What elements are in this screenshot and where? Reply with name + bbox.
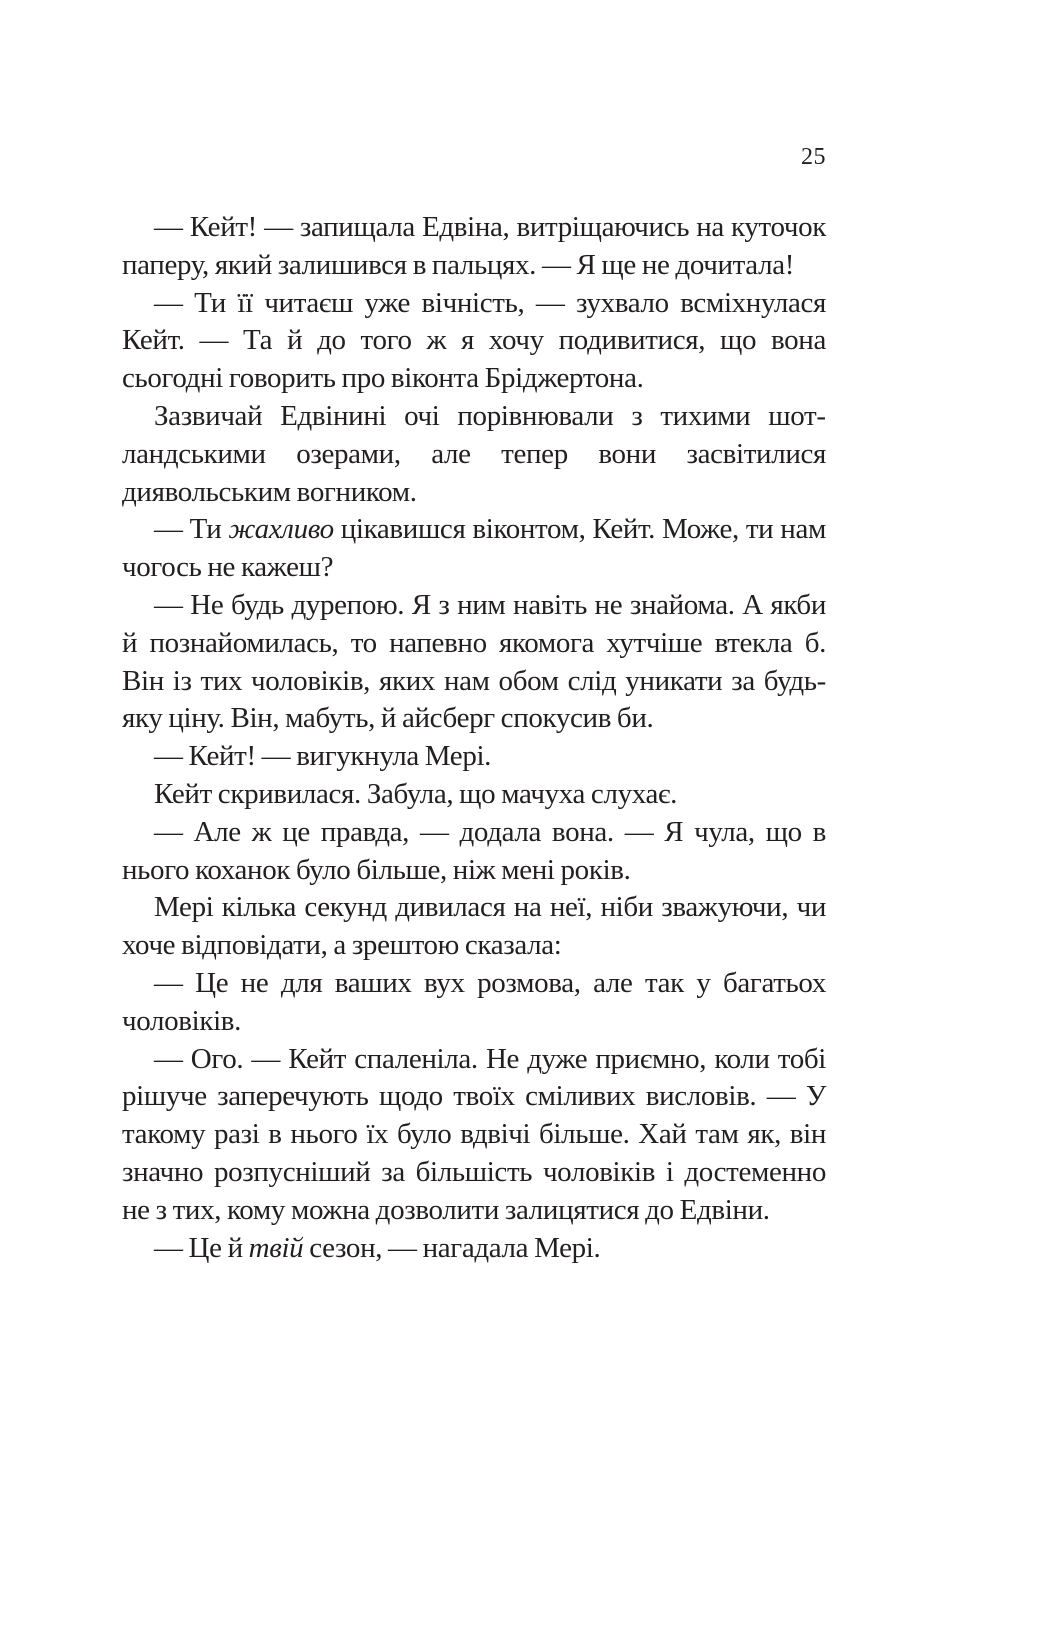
paragraph-6: — Кейт! — вигукнула Мері.: [154, 740, 492, 773]
paragraph-1: — Кейт! — запищала Едвіна, витріщаючись на куточок паперу, який залишився в пальцях. — Я ще не дочитала!: [122, 211, 826, 281]
paragraph-10: — Це не для ваших вух розмова, але так у багатьох чоловіків.: [122, 966, 826, 1037]
paragraph-2: — Ти її читаєш уже вічність, — зухвало всміхнулася Кейт. — Та й до того ж я хочу подивитися, що вона сьогодні говорить про віконта Бріджертона.: [122, 286, 826, 395]
paragraph-3: Зазвичай Едвінині очі порівнювали з тихими шотландськими озерами, але тепер вони засвітилися диявольським вогником.: [122, 399, 826, 508]
book-page: [122, 0, 826, 1630]
paragraph-9: Мері кілька секунд дивилася на неї, ніби зважуючи, чи хоче відповідати, а зрештою сказала:: [122, 891, 826, 962]
paragraph-4-lead: — Ти: [154, 513, 229, 546]
paragraph-12-lead: — Це й: [154, 1231, 249, 1264]
paragraph-4-rest: цікавишся віконтом, Кейт. Може, ти нам чогось не кажеш?: [122, 513, 826, 584]
paragraph-8: — Але ж це правда, — додала вона. — Я чула, що в нього коханок було більше, ніж мені років.: [122, 815, 826, 886]
paragraph-4: [122, 511, 826, 587]
paragraph-11: — Ого. — Кейт спаленіла. Не дуже приємно, коли тобі рішуче заперечують щодо твоїх сміливих висловів. — У такому разі в нього їх було вдвічі більше. Хай там як, він значно розпусніший за більшість чоловіків і достеменно не з тих, кому можна дозволити залицятися до Едвіни.: [122, 1042, 826, 1226]
paragraph-12-rest: сезон, — нагадала Мері.: [303, 1231, 601, 1264]
page-number: 25: [801, 144, 826, 170]
paragraph-12-italic: твій: [248, 1231, 304, 1264]
paragraph-5: — Не будь дурепою. Я з ним навіть не знайома. А якби й познайомилась, то напевно якомога хутчіше втекла б. Він із тих чоловіків, яких нам обом слід уникати за будь-яку ціну. Він, мабуть, й айсберг спокусив би.: [122, 588, 826, 735]
paragraph-12: [122, 1230, 826, 1268]
paragraph-7: Кейт скривилася. Забула, що мачуха слухає.: [154, 777, 678, 810]
paragraph-4-italic: жахливо: [228, 513, 334, 546]
page-body-text: [122, 209, 826, 1267]
